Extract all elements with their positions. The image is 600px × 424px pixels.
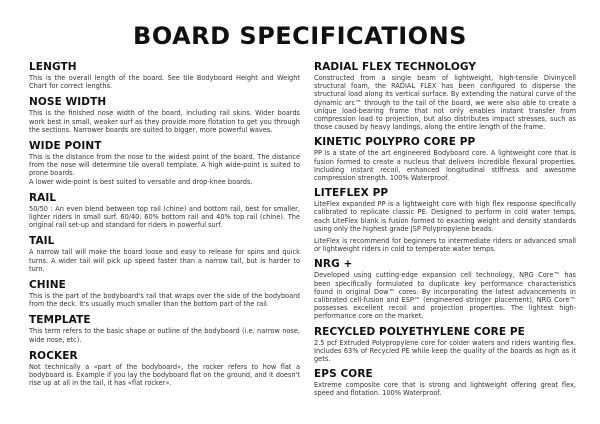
section-body: Extreme composite core that is strong and lightweight offering great flex, speed and flotation. 100% Waterproof. <box>314 381 576 398</box>
section-kinetic-polypro-core-pp <box>314 136 576 182</box>
right-column <box>314 61 576 403</box>
section-radial-flex-technology <box>314 61 576 131</box>
section-rocker <box>29 350 300 388</box>
section-body: LiteFlex expanded PP is a lightweight core with high flex response specifically calibrated to replicate classic PE. Designed to perform in cold water temps, each LiteFlex blank is fusion formed to exacting weight and density standards using only the highest grade JSP Polypropylene beads. <box>314 200 576 233</box>
section-body: Not technically a «part of the bodyboard», the rocker refers to how flat a bodyboard is. Example if you lay the bodyboard flat on the ground, and it doesn't rise up at all in the tail, it has «flat rocker». <box>29 362 300 388</box>
section-body: This is the finished nose width of the board, including rail skins. Wider boards work best in small, weaker surf as they provide more flotation to get you through the sections. Narrower boards are suited to bigger, more powerful waves. <box>29 109 300 134</box>
section-liteflex-pp <box>314 187 576 253</box>
section-heading: KINETIC POLYPRO CORE PP <box>314 136 476 149</box>
section-recycled-polyethylene-core-pe <box>314 326 576 364</box>
section-heading: ROCKER <box>29 349 78 362</box>
section-length <box>29 61 300 90</box>
section-heading: TAIL <box>29 235 55 248</box>
section-chine <box>29 279 300 308</box>
section-body: A narrow tail will make the board loose and easy to release for spins and quick turns. A wider tail will pick up speed faster than a narrow tail, but is harder to turn. <box>29 248 300 273</box>
section-heading: WIDE POINT <box>29 140 102 153</box>
section-heading: RADIAL FLEX TECHNOLOGY <box>314 61 477 73</box>
left-column <box>29 61 300 393</box>
section-body: This is the overall length of the board. See tile Bodyboard Height and Weight Chart for correct lengths. <box>29 74 300 91</box>
section-heading: NOSE WIDTH <box>29 96 107 109</box>
section-nrg-plus <box>314 258 576 320</box>
section-heading: RAIL <box>29 191 57 204</box>
section-heading: TEMPLATE <box>29 314 91 327</box>
section-body: PP is a state of the art engineered Bodyboard core. A lightweight core that is fusion formed to create a nucleus that delivers incredible flexural properties. Including instant recoil, enhanced longitudinal stiffness and awesome compression strength. 100% Waterproof. <box>314 149 576 183</box>
page-title: BOARD SPECIFICATIONS <box>133 22 467 50</box>
section-body: Developed using cutting-edge expansion cell technology, NRG Core™ has been specifically formulated to duplicate key performance characteristics found in original Dow™ cores. By incorporating the latest advancements in calibrated cell-fusion and ESP™ (engineered stringer placement), NRG Core™ possesses excellent recoil and projection properties. The lightest high-performance core on the market. <box>314 271 576 321</box>
section-nose-width <box>29 96 300 134</box>
section-body: 50/50 : An even blend between top rail (chine) and bottom rail, best for smaller, lighter riders in small surf. 60/40: 60% bottom rail and 40% top rail (chine). The original rail set-up and standard for riders in powerful surf. <box>29 204 300 230</box>
section-template <box>29 314 300 343</box>
section-body: This term refers to the basic shape or outline of the bodyboard (i.e. narrow nose, wide nose, etc). <box>29 327 300 344</box>
section-wide-point <box>29 140 300 186</box>
section-body: LiteFlex is recommend for beginners to intermediate riders or advanced small or lightweight riders in cold to temperate water temps. <box>314 237 576 254</box>
section-body: This is the distance from the nose to the widest point of the board. The distance from the nose will determine tile overall template. A high wide-point is suited to prone boards. <box>29 153 300 178</box>
section-body: A lower wide-point is best suited to versatile and drop-knee boards. <box>29 177 253 186</box>
section-heading: EPS CORE <box>314 368 373 381</box>
section-rail <box>29 192 300 230</box>
section-eps-core <box>314 368 576 397</box>
section-tail <box>29 235 300 273</box>
section-body: 2.5 pcf Extruded Polypropylene core for colder waters and riders wanting flex. Includes 63% of Recycled PE while keep the quality of the boards as high as it gets. <box>314 338 576 364</box>
section-heading: LITEFLEX PP <box>314 187 389 200</box>
section-heading: LENGTH <box>29 61 77 73</box>
section-heading: NRG + <box>314 258 353 271</box>
section-heading: RECYCLED POLYETHYLENE CORE PE <box>314 325 525 338</box>
section-body: Constructed from a single beam of lightweight, high-tensile Divinycell structural foam, the RADIAL FLEX has been configured to disperse the structural load along its vertical surface. By extending the natural curve of the dynamic arc™ through to the tail of the board, we were also able to create a unique load-bearing frame that not only enables instant transfer from compression load to projection, but also distributes impact stresses, such as those caused by heavy landings, along the entire length of the frame. <box>314 74 576 132</box>
section-body: This is the part of the bodyboard's rail that wraps over the side of the bodyboard from the deck. It's usually much smaller than the bottom part of the rail. <box>29 292 300 309</box>
section-heading: CHINE <box>29 279 66 292</box>
